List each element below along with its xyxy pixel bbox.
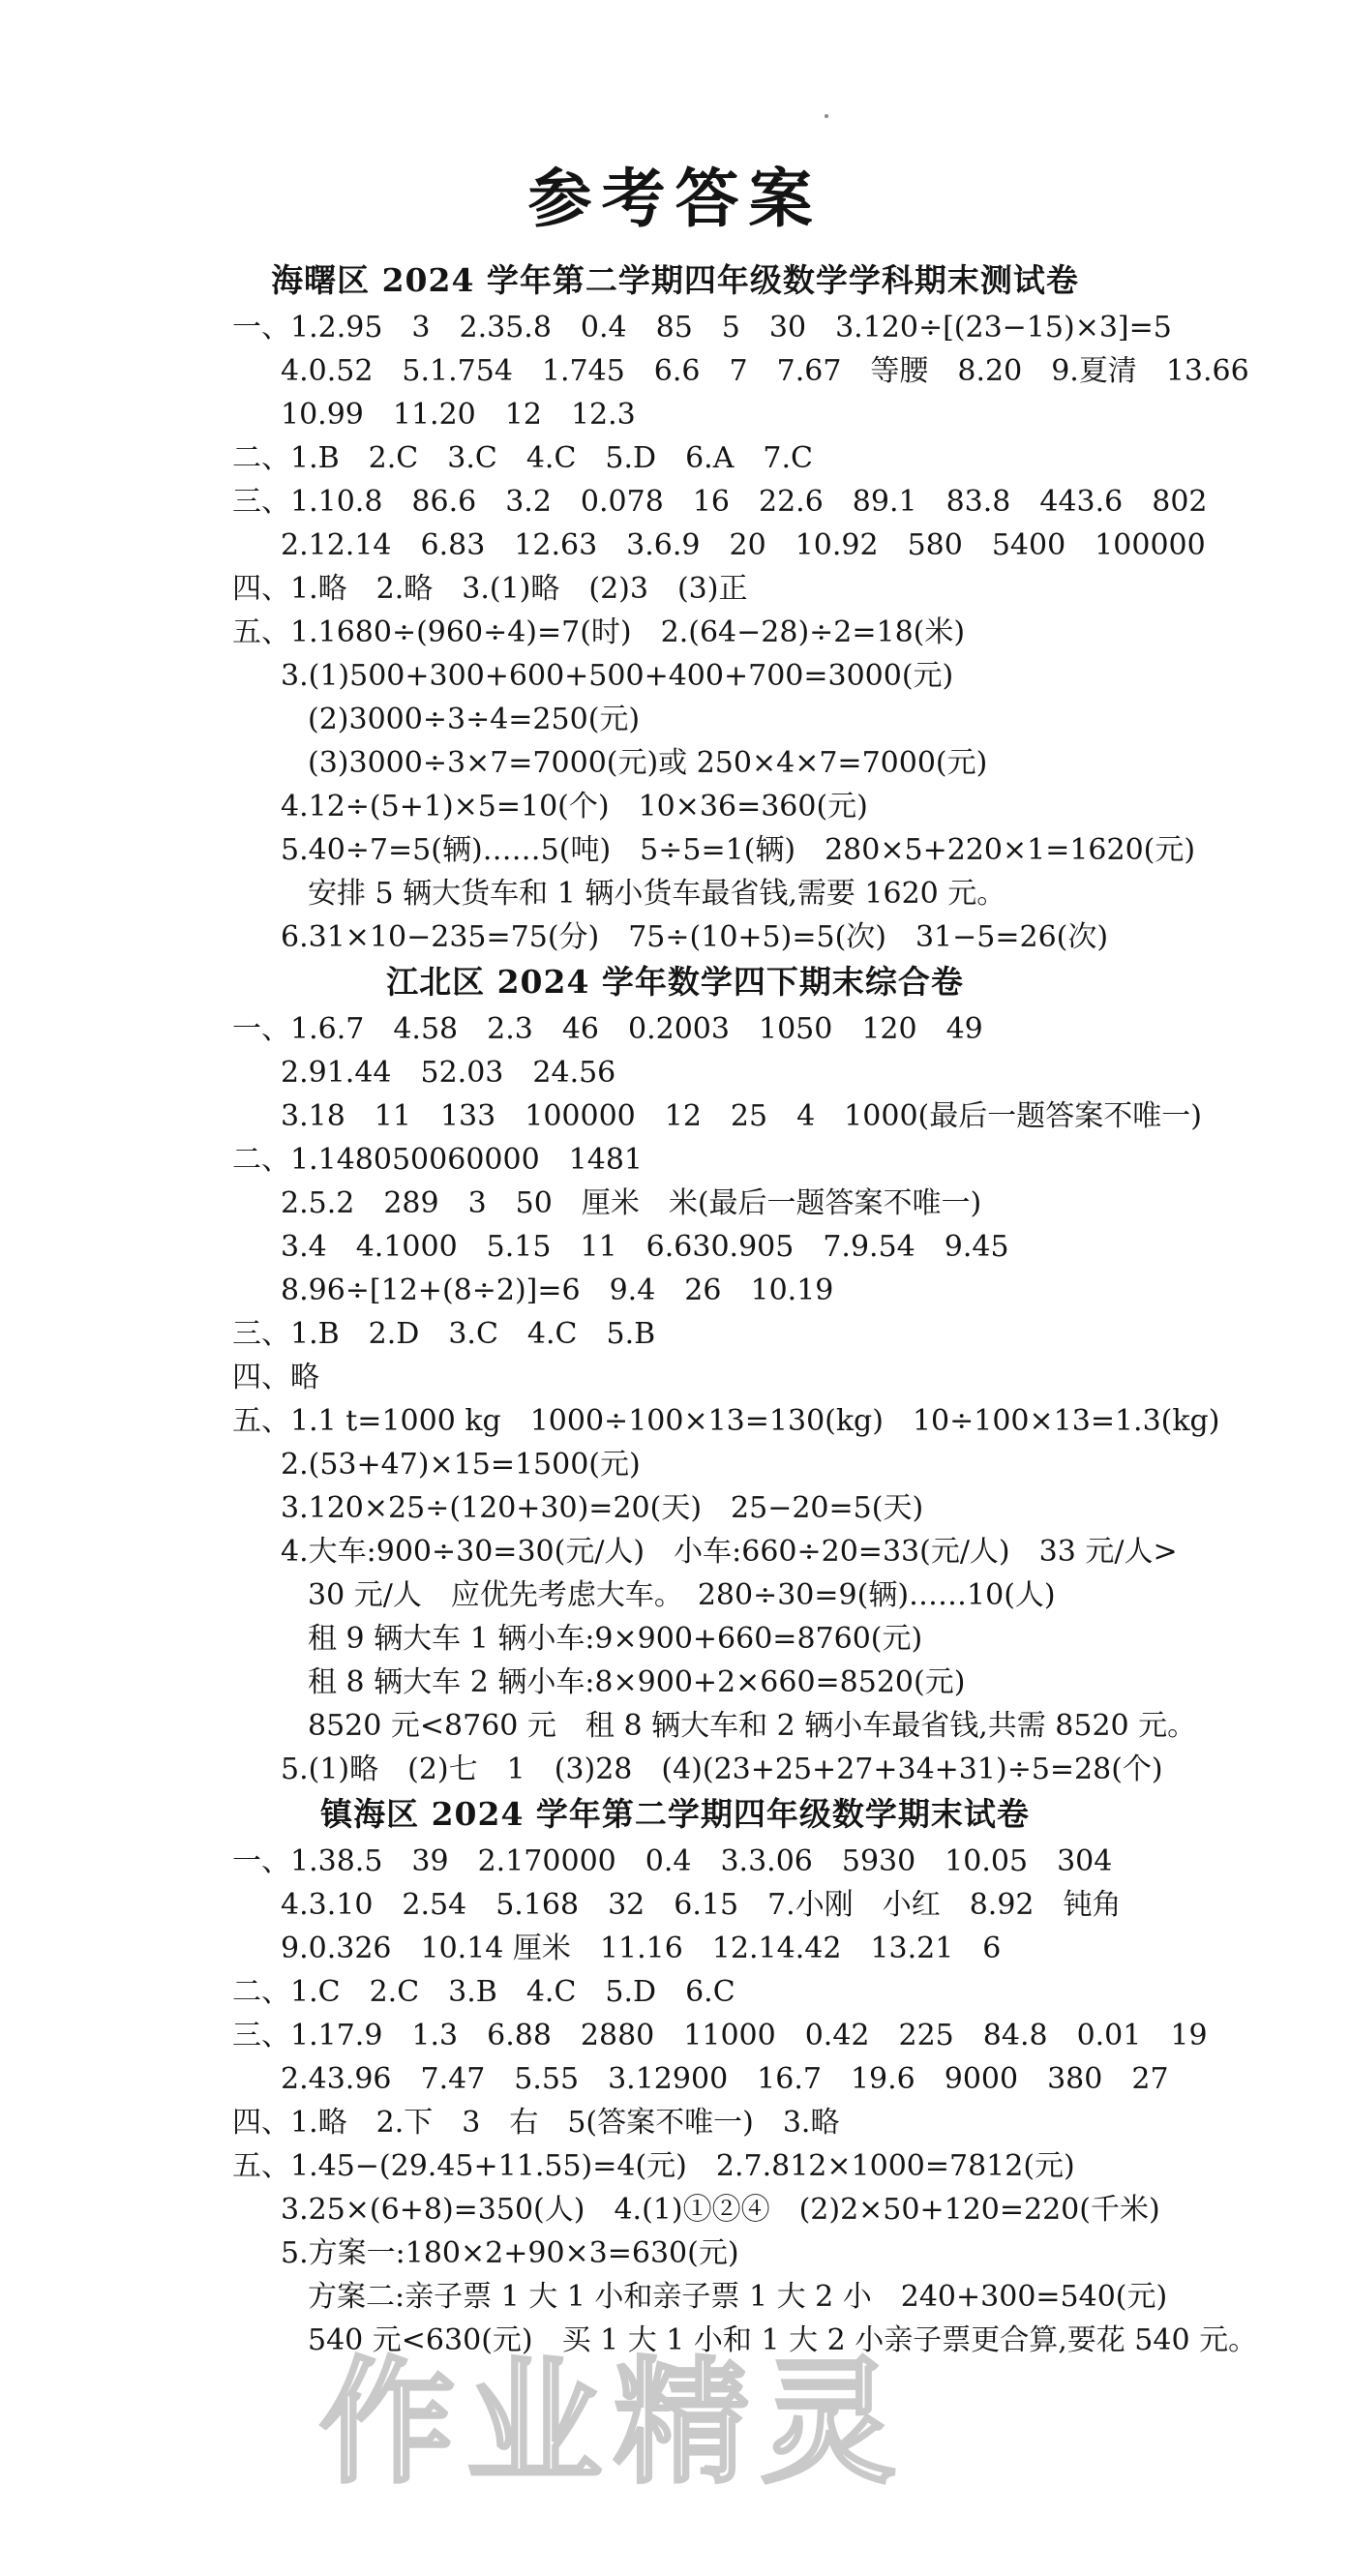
section-heading-jiangbei: 江北区 2024 学年数学四下期末综合卷: [386, 963, 964, 1001]
answer-line: 5.(1)略 (2)七 1 (3)28 (4)(23+25+27+34+31)÷5=28(个): [281, 1752, 1163, 1786]
answer-line: 安排 5 辆大货车和 1 辆小货车最省钱,需要 1620 元。: [308, 877, 1006, 911]
answer-line: 五、1.1 t=1000 kg 1000÷100×13=130(kg) 10÷100×13=1.3(kg): [232, 1404, 1220, 1438]
answer-line: 二、1.C 2.C 3.B 4.C 5.D 6.C: [232, 1975, 735, 2009]
answer-line: 8.96÷[12+(8÷2)]=6 9.4 26 10.19: [281, 1273, 834, 1307]
answer-line: 30 元/人 应优先考虑大车。 280÷30=9(辆)……10(人): [308, 1578, 1056, 1612]
answer-line: 5.40÷7=5(辆)……5(吨) 5÷5=1(辆) 280×5+220×1=1620(元): [281, 833, 1196, 867]
answer-line: 2.5.2 289 3 50 厘米 米(最后一题答案不唯一): [281, 1186, 982, 1220]
page-title: 参考答案: [527, 161, 823, 236]
answer-line: 租 8 辆大车 2 辆小车:8×900+2×660=8520(元): [308, 1665, 966, 1699]
answer-line: 五、1.1680÷(960÷4)=7(时) 2.(64−28)÷2=18(米): [232, 615, 966, 649]
answer-line: 2.43.96 7.47 5.55 3.12900 16.7 19.6 9000 380 27: [281, 2062, 1169, 2096]
answer-line: 2.12.14 6.83 12.63 3.6.9 20 10.92 580 5400 100000: [281, 528, 1206, 562]
answer-line: 四、略: [232, 1361, 319, 1394]
answer-line: (3)3000÷3×7=7000(元)或 250×4×7=7000(元): [308, 746, 988, 780]
speck-mark: [825, 114, 828, 118]
answer-line: 租 9 辆大车 1 辆小车:9×900+660=8760(元): [308, 1622, 923, 1656]
answer-line: 3.25×(6+8)=350(人) 4.(1)①②④ (2)2×50+120=220(千米): [281, 2193, 1160, 2227]
answer-line: 4.0.52 5.1.754 1.745 6.6 7 7.67 等腰 8.20 9.夏清 13.66: [281, 354, 1249, 388]
answer-line: 一、1.38.5 39 2.170000 0.4 3.3.06 5930 10.05 304: [232, 1844, 1113, 1878]
answer-line: 540 元<630(元) 买 1 大 1 小和 1 大 2 小亲子票更合算,要花 540 元。: [308, 2323, 1258, 2357]
answer-line: 3.4 4.1000 5.15 11 6.630.905 7.9.54 9.45: [281, 1230, 1009, 1264]
section-heading-zhenhai: 镇海区 2024 学年第二学期四年级数学期末试卷: [320, 1795, 1030, 1833]
answer-line: 方案二:亲子票 1 大 1 小和亲子票 1 大 2 小 240+300=540(元): [308, 2280, 1168, 2314]
answer-line: 5.方案一:180×2+90×3=630(元): [281, 2236, 739, 2270]
answer-line: 一、1.6.7 4.58 2.3 46 0.2003 1050 120 49: [232, 1012, 983, 1046]
watermark-logo: 作业精灵: [319, 2345, 909, 2502]
answer-line: 4.12÷(5+1)×5=10(个) 10×36=360(元): [281, 790, 868, 824]
answer-line: 3.18 11 133 100000 12 25 4 1000(最后一题答案不唯一): [281, 1099, 1202, 1133]
answer-line: 3.120×25÷(120+30)=20(天) 25−20=5(天): [281, 1491, 924, 1525]
answer-line: 三、1.17.9 1.3 6.88 2880 11000 0.42 225 84.8 0.01 19: [232, 2019, 1208, 2052]
answer-line: 6.31×10−235=75(分) 75÷(10+5)=5(次) 31−5=26(次): [281, 920, 1109, 954]
answer-line: 3.(1)500+300+600+500+400+700=3000(元): [281, 659, 954, 693]
answer-line: 五、1.45−(29.45+11.55)=4(元) 2.7.812×1000=7812(元): [232, 2149, 1075, 2183]
answer-line: 四、1.略 2.略 3.(1)略 (2)3 (3)正: [232, 572, 748, 606]
answer-line: 9.0.326 10.14 厘米 11.16 12.14.42 13.21 6: [281, 1932, 1002, 1965]
answer-line: 2.(53+47)×15=1500(元): [281, 1448, 641, 1482]
answer-line: 四、1.略 2.下 3 右 5(答案不唯一) 3.略: [232, 2106, 840, 2140]
answer-line: 一、1.2.95 3 2.35.8 0.4 85 5 30 3.120÷[(23−15)×3]=5: [232, 311, 1172, 344]
answer-line: 8520 元<8760 元 租 8 辆大车和 2 辆小车最省钱,共需 8520 元。: [308, 1709, 1197, 1743]
answer-line: 4.3.10 2.54 5.168 32 6.15 7.小刚 小红 8.92 钝角: [281, 1888, 1122, 1922]
answer-line: 二、1.148050060000 1481: [232, 1143, 644, 1177]
answer-line: 2.91.44 52.03 24.56: [281, 1056, 616, 1090]
answer-line: (2)3000÷3÷4=250(元): [308, 703, 641, 736]
answer-line: 三、1.B 2.D 3.C 4.C 5.B: [232, 1317, 656, 1351]
answer-line: 二、1.B 2.C 3.C 4.C 5.D 6.A 7.C: [232, 441, 813, 475]
answer-line: 4.大车:900÷30=30(元/人) 小车:660÷20=33(元/人) 33 元/人>: [281, 1535, 1178, 1569]
section-heading-haishu: 海曙区 2024 学年第二学期四年级数学学科期末测试卷: [271, 261, 1079, 299]
answer-line: 三、1.10.8 86.6 3.2 0.078 16 22.6 89.1 83.8 443.6 802: [232, 485, 1208, 519]
answer-line: 10.99 11.20 12 12.3: [281, 398, 636, 432]
